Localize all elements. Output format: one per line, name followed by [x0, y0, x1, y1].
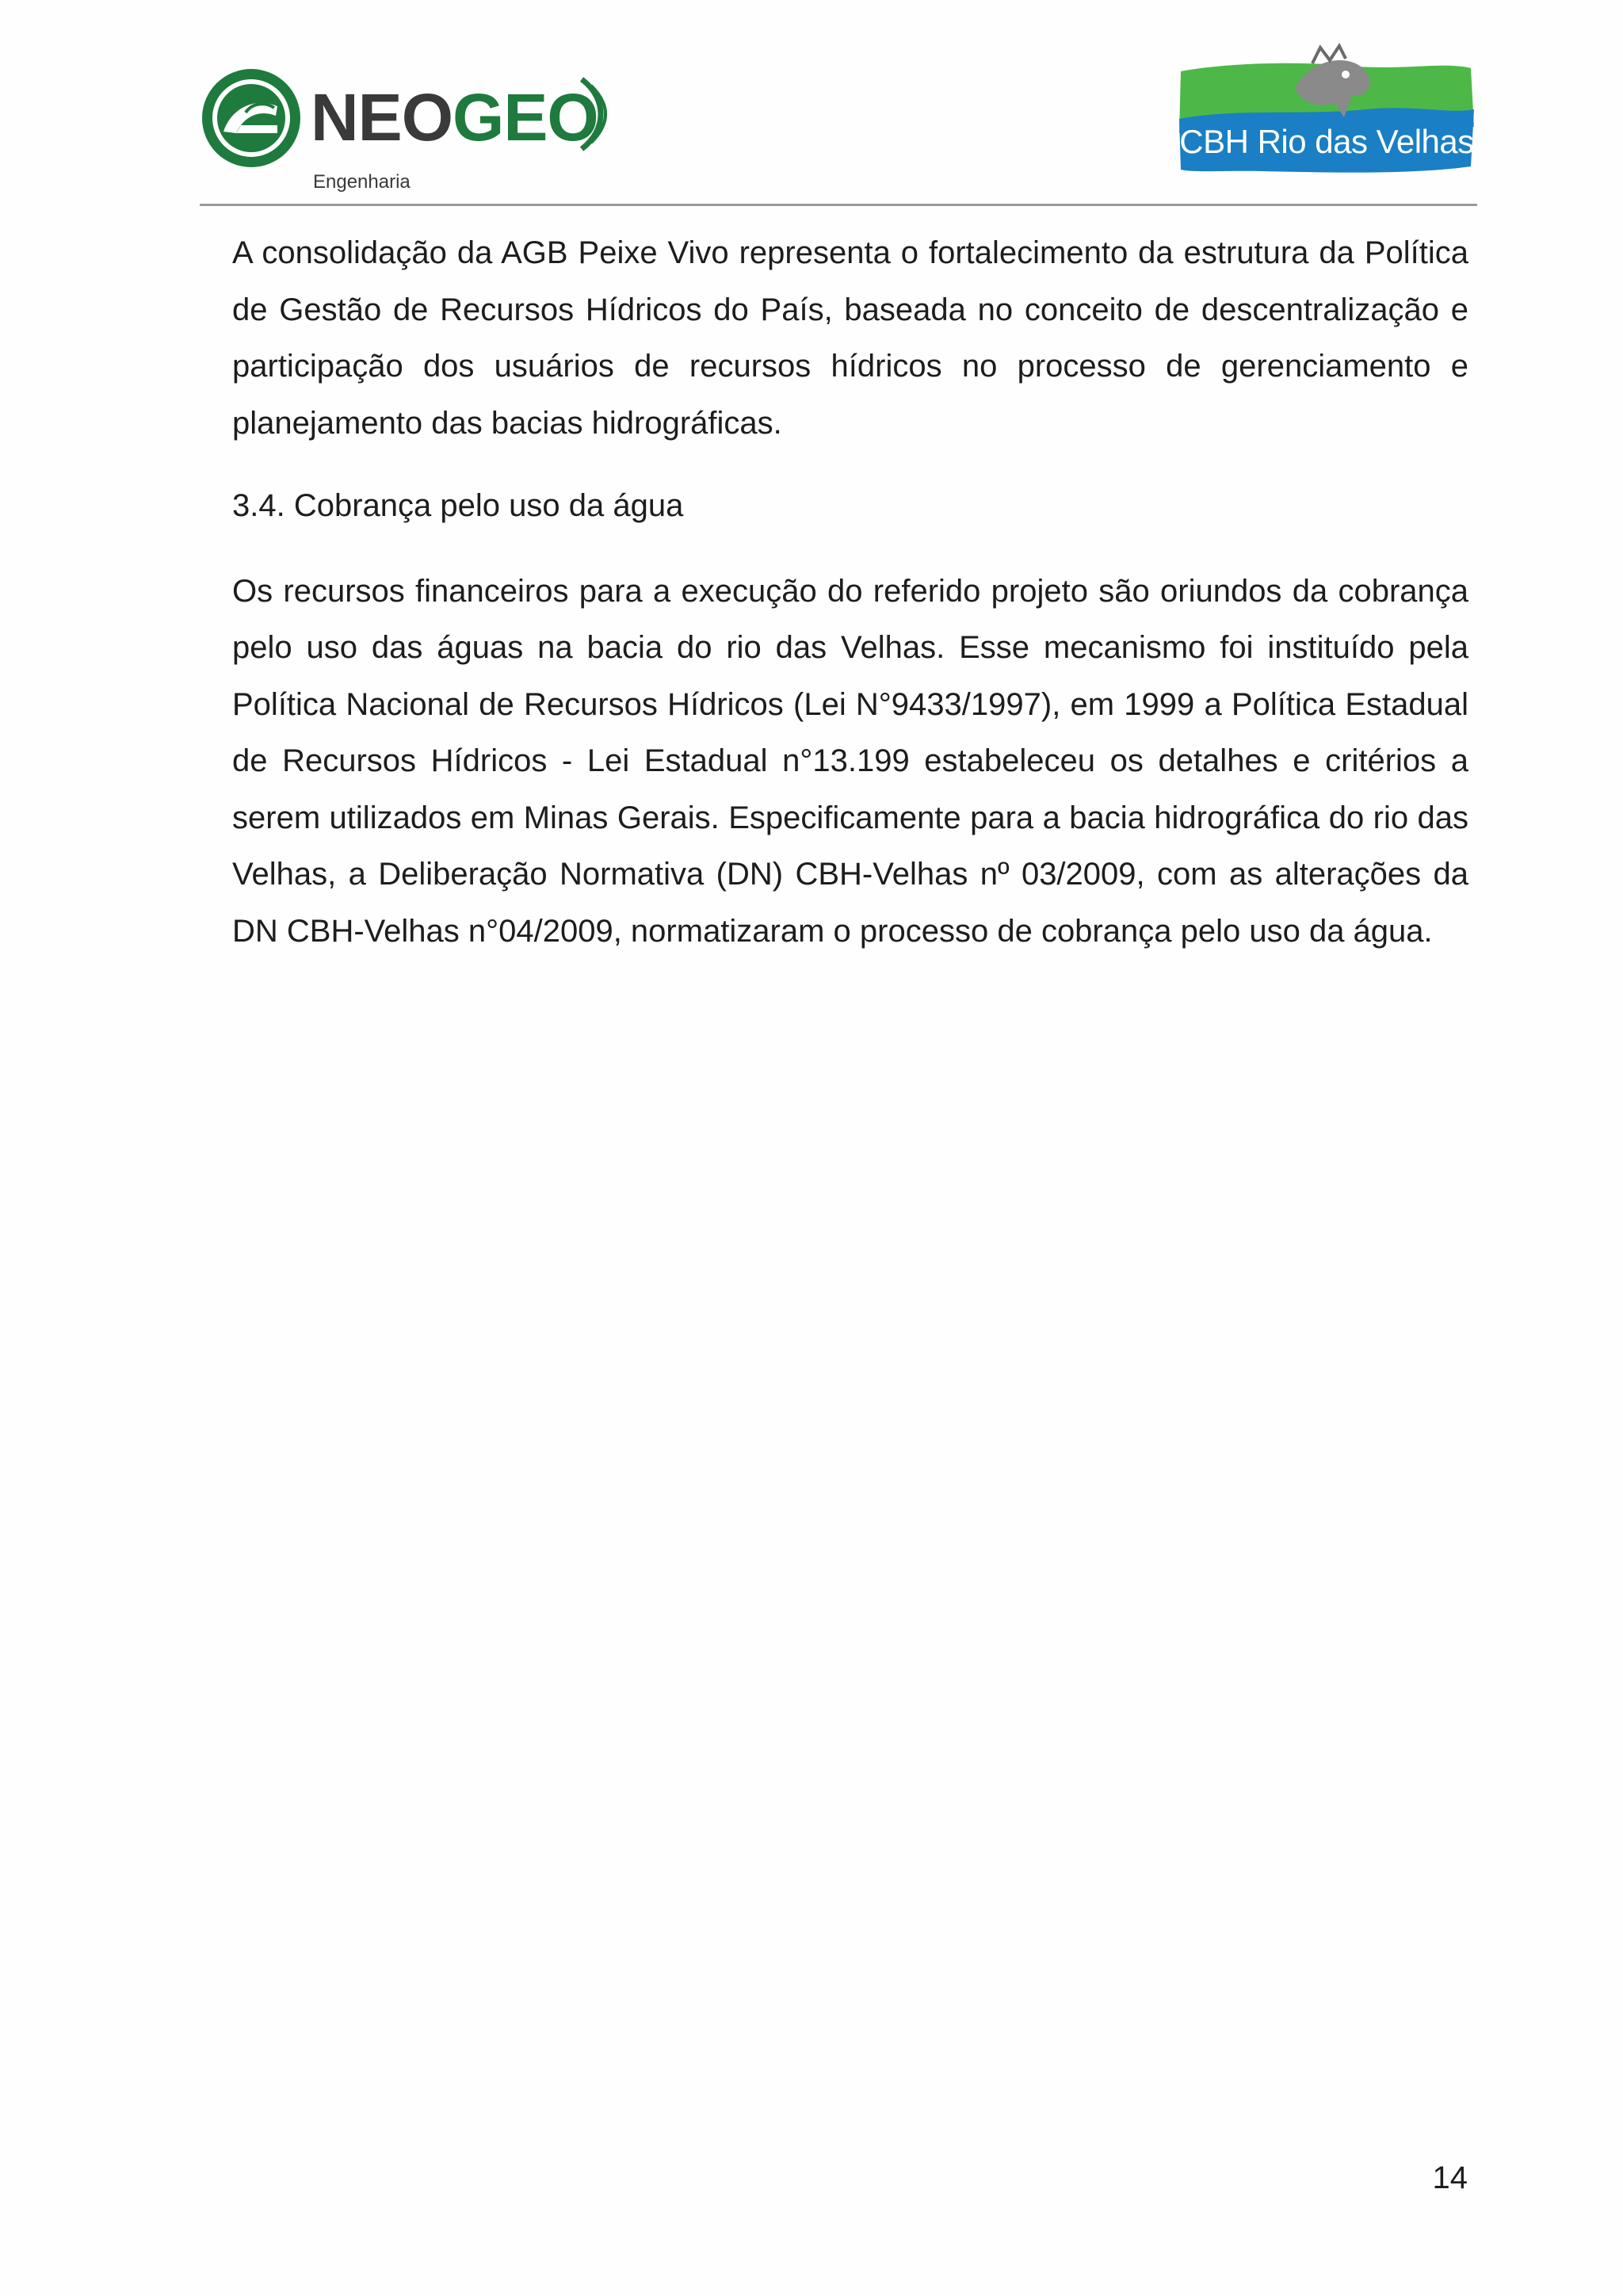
neogeo-subtitle: Engenharia [313, 171, 411, 193]
neogeo-wordmark-geo: GEO [453, 80, 598, 155]
header-divider [200, 204, 1477, 206]
cbh-rio-das-velhas-logo [1176, 40, 1477, 182]
paragraph-cobranca: Os recursos financeiros para a execução do referido projeto são oriundos da cobrança pelo uso das águas na bacia do rio das Velhas. Esse mecanismo foi instituído pela Política Nacional de Recursos Hídricos (Lei N°9433/1997), em 1999 a Política Estadual de Recursos Hídricos - Lei Estadual n°13.199 estabeleceu os detalhes e critérios a serem utilizados em Minas Gerais. Especificamente para a bacia hidrográfica do rio das Velhas, a Deliberação Normativa (DN) CBH-Velhas nº 03/2009, com as alterações da DN CBH-Velhas n°04/2009, normatizaram o processo de cobrança pelo uso da água. [232, 573, 1468, 949]
paragraph-agb-peixe-vivo: A consolidação da AGB Peixe Vivo representa o fortalecimento da estrutura da Política de Gestão de Recursos Hídricos do País, baseada no conceito de descentralização e participação dos usuários de recursos hídricos no processo de gerenciamento e planejamento das bacias hidrográficas. [232, 235, 1468, 441]
cbh-logo-text: CBH Rio das Velhas [1179, 123, 1474, 160]
neogeo-emblem-icon [200, 67, 303, 170]
neogeo-wordmark [311, 80, 598, 155]
cbh-emblem-icon [1176, 40, 1477, 182]
document-body [232, 225, 1468, 960]
page-header [200, 40, 1477, 206]
neogeo-arc-icon [579, 74, 610, 154]
page-number: 14 [1432, 2160, 1468, 2195]
neogeo-wordmark-neo: NEO [311, 80, 453, 155]
neogeo-logo [200, 67, 612, 193]
section-heading: 3.4. Cobrança pelo uso da água [232, 488, 684, 523]
